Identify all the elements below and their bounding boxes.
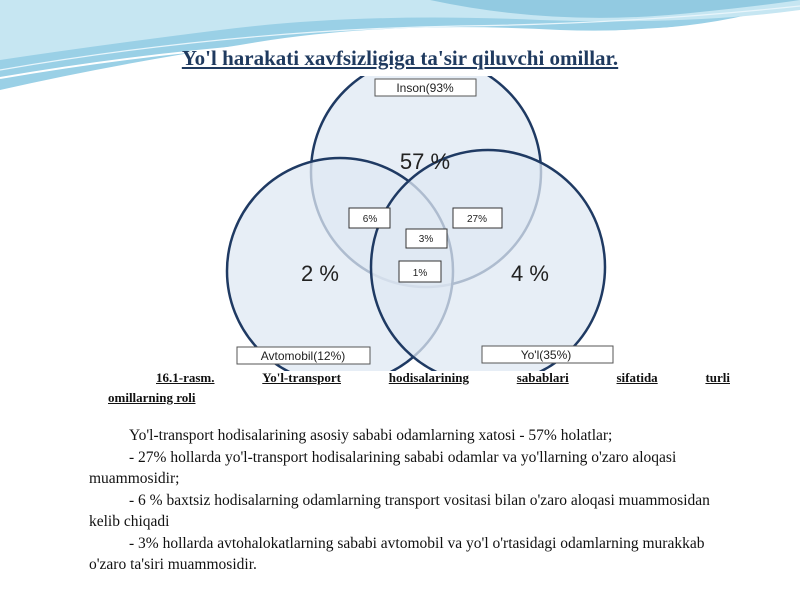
- body-paragraph: - 6 % baxtsiz hodisalarning odamlarning transport vositasi bilan o'zaro aloqasi muammosidan kelib chiqadi: [89, 491, 710, 530]
- value-inson-yol: 27%: [466, 214, 488, 225]
- caption-word: sabablari: [516, 370, 569, 385]
- figure-caption: [108, 368, 730, 408]
- label-avtomobil: Avtomobil(12%): [260, 349, 346, 363]
- caption-word: 16.1-rasm.: [156, 370, 215, 385]
- caption-line-2: omillarning roli: [108, 390, 196, 405]
- slide-title: Yo'l harakati xavfsizligiga ta'sir qiluvchi omillar.: [181, 46, 619, 70]
- value-avtomobil-only: 2 %: [301, 261, 339, 286]
- venn-diagram: [220, 76, 620, 371]
- caption-word: hodisalarining: [388, 370, 469, 385]
- value-inson-avtomobil: 6%: [362, 214, 378, 225]
- caption-word: Yo'l-transport: [262, 370, 341, 385]
- body-paragraph: - 3% hollarda avtohalokatlarning sababi avtomobil va yo'l o'rtasidagi odamlarning murakkab o'zaro ta'siri muammosidir.: [89, 534, 705, 573]
- value-yol-only: 4 %: [511, 261, 549, 286]
- label-yol: Yo'l(35%): [520, 348, 572, 362]
- value-center: 3%: [418, 234, 434, 245]
- body-paragraph: Yo'l-transport hodisalarining asosiy sababi odamlarning xatosi - 57% holatlar;: [129, 427, 613, 444]
- caption-word: sifatida: [616, 370, 658, 385]
- label-inson: Inson(93%: [396, 81, 454, 95]
- body-text: [89, 425, 729, 576]
- value-avtomobil-yol: 1%: [412, 268, 428, 279]
- value-inson-only: 57 %: [399, 149, 451, 174]
- caption-word: turli: [705, 370, 730, 385]
- body-paragraph: - 27% hollarda yo'l-transport hodisalarining sababi odamlar va yo'llarning o'zaro aloqasi muammosidir;: [89, 448, 677, 487]
